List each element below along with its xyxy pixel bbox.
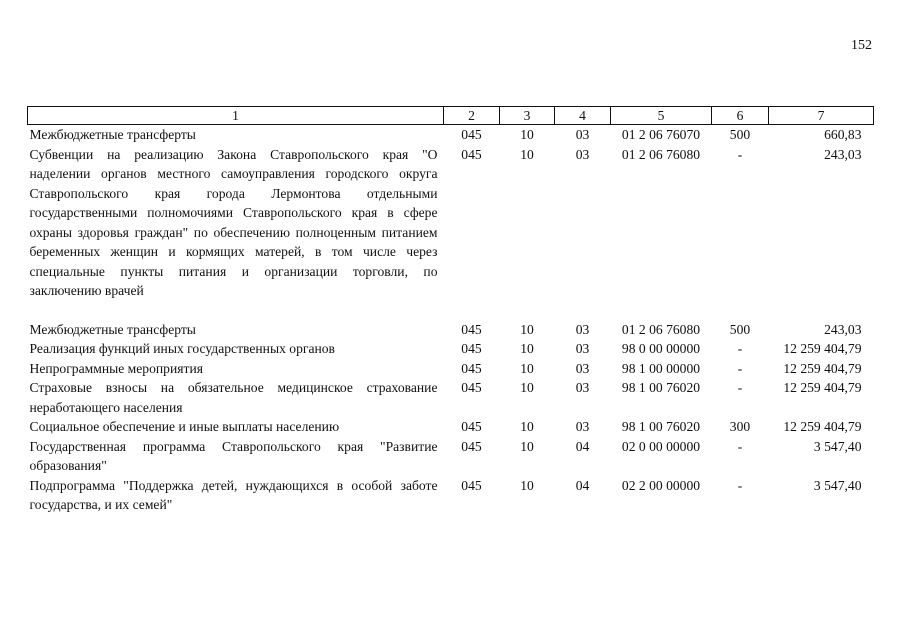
cell-col-5: 98 1 00 76020 xyxy=(621,419,701,434)
table-header-row xyxy=(28,107,874,125)
cell-col-2: 045 xyxy=(461,321,482,337)
table-row xyxy=(28,476,874,515)
cell-col-6: - xyxy=(737,146,743,162)
table-row xyxy=(28,145,874,301)
cell-col-3: 10 xyxy=(520,146,534,162)
cell-col-5: 98 1 00 76020 xyxy=(621,380,701,395)
cell-amount: 3 547,40 xyxy=(813,438,862,454)
cell-col-3: 10 xyxy=(520,341,534,356)
cell-amount: 3 547,40 xyxy=(813,477,862,493)
cell-col-2: 045 xyxy=(461,360,482,376)
cell-col-2: 045 xyxy=(461,146,482,162)
cell-col-4: 03 xyxy=(575,321,590,337)
table-spacer-row xyxy=(28,301,874,320)
cell-col-3: 10 xyxy=(520,360,534,376)
row-name: Межбюджетные трансферты xyxy=(29,321,196,337)
cell-col-3: 10 xyxy=(520,127,534,142)
cell-col-4: 04 xyxy=(575,477,590,493)
column-header-4: 4 xyxy=(555,107,611,125)
cell-col-2: 045 xyxy=(461,341,482,356)
cell-col-5: 01 2 06 76070 xyxy=(621,127,701,142)
row-name: Непрограммные мероприятия xyxy=(29,360,203,376)
cell-col-4: 03 xyxy=(575,360,590,376)
row-name: Реализация функций иных государственных органов xyxy=(29,341,335,356)
table-row xyxy=(28,378,874,417)
cell-amount: 12 259 404,79 xyxy=(783,341,862,356)
cell-col-3: 10 xyxy=(520,380,534,395)
cell-amount: 12 259 404,79 xyxy=(783,360,862,376)
cell-col-5: 98 0 00 00000 xyxy=(621,341,701,356)
cell-col-5: 02 0 00 00000 xyxy=(621,438,701,454)
cell-col-4: 03 xyxy=(575,419,590,434)
row-name: Подпрограмма "Поддержка детей, нуждающихся в особой заботе государства, и их семей" xyxy=(29,477,438,512)
cell-col-2: 045 xyxy=(461,127,482,142)
cell-col-4: 03 xyxy=(575,380,590,395)
cell-col-3: 10 xyxy=(520,477,534,493)
cell-col-2: 045 xyxy=(461,477,482,493)
column-header-5: 5 xyxy=(611,107,712,125)
cell-col-2: 045 xyxy=(461,419,482,434)
row-name: Государственная программа Ставропольского края "Развитие образования" xyxy=(29,438,438,473)
cell-col-3: 10 xyxy=(520,438,534,454)
cell-amount: 12 259 404,79 xyxy=(783,419,862,434)
row-name: Субвенции на реализацию Закона Ставропольского края "О наделении органов местного самоуправления городского округа Ставропольского края города Лермонтова отдельными государственными полномочиями Ставропольского края в сфере охраны здоровья граждан" по обеспечению полноценным питанием беременных женщин и кормящих матерей, в том числе через специальные пункты питания и организации торговли, по заключению врачей xyxy=(29,146,438,298)
cell-col-4: 03 xyxy=(575,146,590,162)
cell-col-6: - xyxy=(737,360,743,376)
cell-col-6: - xyxy=(737,438,743,454)
cell-col-6: - xyxy=(737,380,743,395)
cell-amount: 243,03 xyxy=(824,146,862,162)
cell-amount: 243,03 xyxy=(824,321,862,337)
column-header-2: 2 xyxy=(444,107,500,125)
cell-col-3: 10 xyxy=(520,419,534,434)
cell-col-2: 045 xyxy=(461,438,482,454)
column-header-3: 3 xyxy=(500,107,555,125)
cell-col-5: 01 2 06 76080 xyxy=(621,146,701,162)
table-row xyxy=(28,320,874,340)
table-row xyxy=(28,125,874,145)
cell-col-5: 98 1 00 00000 xyxy=(621,360,701,376)
row-name: Социальное обеспечение и иные выплаты населению xyxy=(29,419,340,434)
column-header-7: 7 xyxy=(769,107,874,125)
cell-col-5: 02 2 00 00000 xyxy=(621,477,701,493)
table-row xyxy=(28,437,874,476)
table-row xyxy=(28,359,874,379)
cell-col-2: 045 xyxy=(461,380,482,395)
cell-amount: 12 259 404,79 xyxy=(783,380,862,395)
cell-col-4: 04 xyxy=(575,438,590,454)
cell-col-6: 300 xyxy=(729,419,751,434)
table-row xyxy=(28,417,874,437)
cell-col-4: 03 xyxy=(575,127,590,142)
cell-col-6: - xyxy=(737,477,743,493)
column-header-1: 1 xyxy=(28,107,444,125)
cell-col-3: 10 xyxy=(520,321,534,337)
row-name: Межбюджетные трансферты xyxy=(29,127,196,142)
column-header-6: 6 xyxy=(712,107,769,125)
cell-amount: 660,83 xyxy=(824,127,862,142)
cell-col-4: 03 xyxy=(575,341,590,356)
cell-col-5: 01 2 06 76080 xyxy=(621,321,701,337)
page-number: 152 xyxy=(851,38,872,53)
cell-col-6: 500 xyxy=(729,321,751,337)
cell-col-6: - xyxy=(737,341,743,356)
row-name: Страховые взносы на обязательное медицинское страхование неработающего населения xyxy=(29,380,438,415)
budget-table xyxy=(27,106,874,515)
table-row xyxy=(28,339,874,359)
cell-col-6: 500 xyxy=(729,127,751,142)
